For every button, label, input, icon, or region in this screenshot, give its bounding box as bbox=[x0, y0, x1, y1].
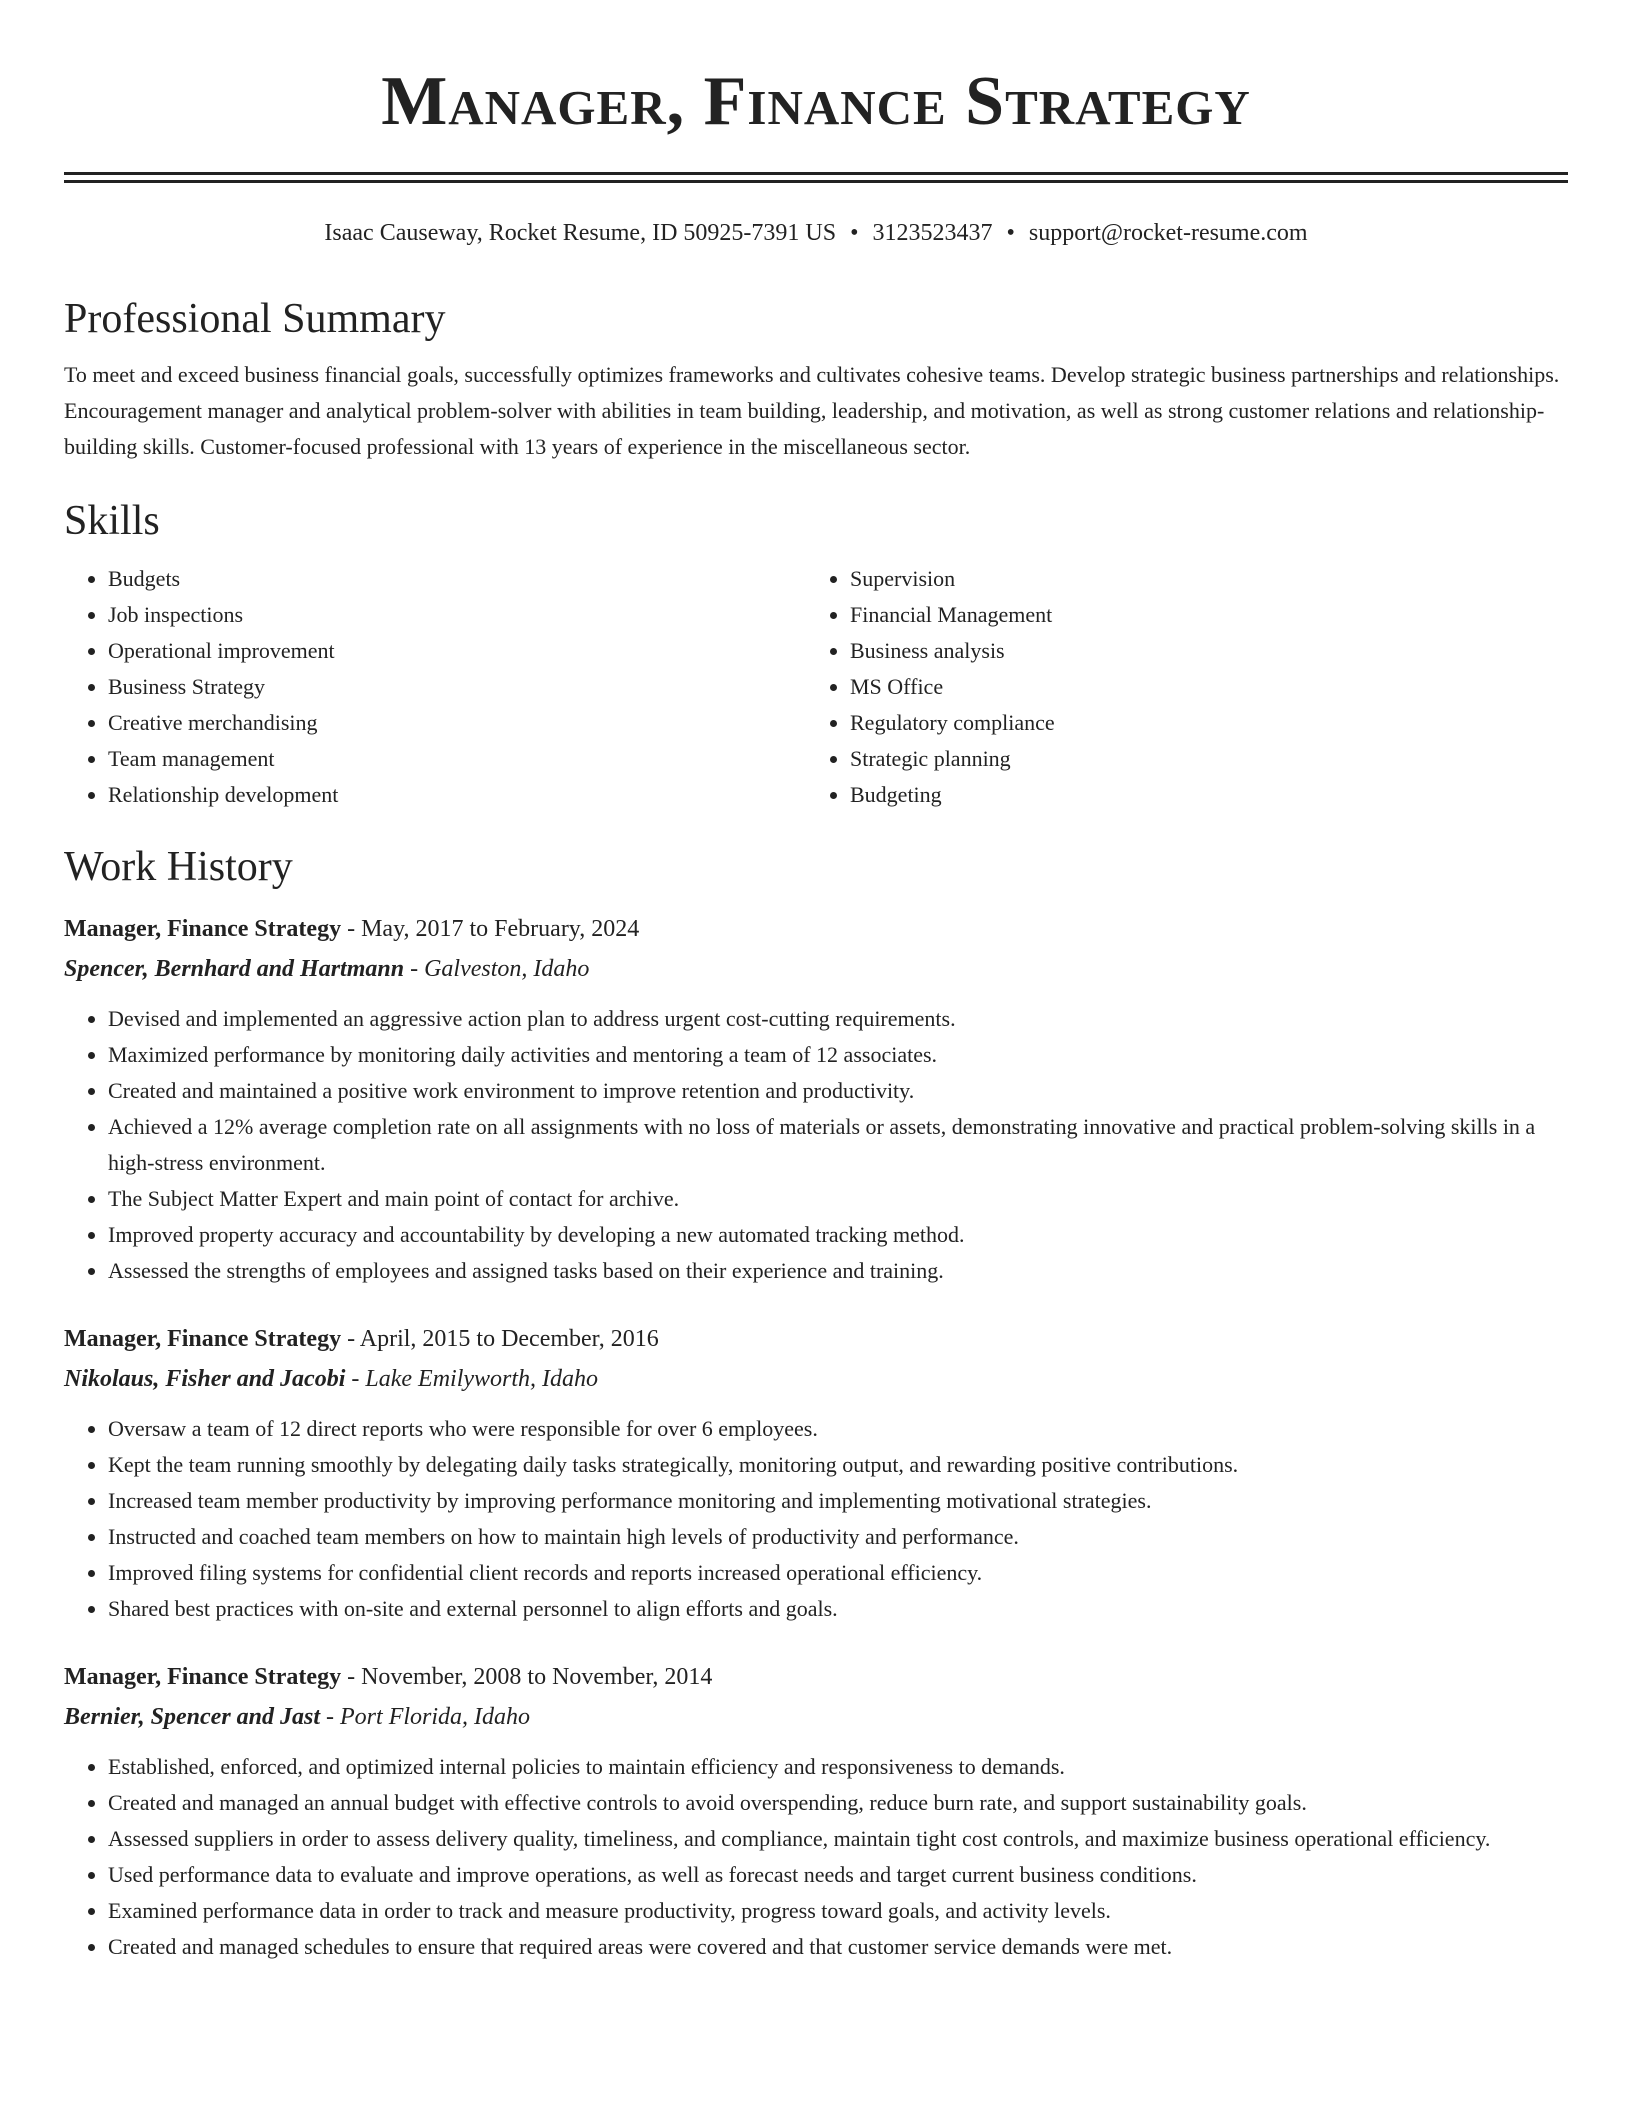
job-company-line bbox=[64, 1359, 1568, 1399]
job-dates: - April, 2015 to December, 2016 bbox=[341, 1326, 659, 1352]
job-bullet: • Instructed and coached team members on how to maintain high levels of productivity and performance. bbox=[108, 1519, 1568, 1555]
job-title-line bbox=[64, 909, 1568, 949]
skills-list-right bbox=[806, 561, 1548, 813]
job-bullet: • Assessed the strengths of employees and assigned tasks based on their experience and training. bbox=[108, 1253, 1568, 1289]
job-bullet: • Oversaw a team of 12 direct reports who were responsible for over 6 employees. bbox=[108, 1411, 1568, 1447]
job-bullets bbox=[64, 1001, 1568, 1289]
skill-item: • Supervision bbox=[850, 561, 1548, 597]
job-location: - Port Florida, Idaho bbox=[320, 1704, 531, 1730]
job-dates: - May, 2017 to February, 2024 bbox=[341, 916, 640, 942]
job-bullet: • Improved filing systems for confidential client records and reports increased operational efficiency. bbox=[108, 1555, 1568, 1591]
skill-item: • Business analysis bbox=[850, 633, 1548, 669]
job-bullet: • Established, enforced, and optimized internal policies to maintain efficiency and responsiveness to demands. bbox=[108, 1749, 1568, 1785]
contact-separator: • bbox=[850, 220, 859, 246]
contact-phone: 3123523437 bbox=[872, 220, 993, 246]
job-location: - Lake Emilyworth, Idaho bbox=[345, 1366, 599, 1392]
job-company: Bernier, Spencer and Jast bbox=[64, 1704, 321, 1730]
skill-item: • Financial Management bbox=[850, 597, 1548, 633]
job-bullet: • Achieved a 12% average completion rate on all assignments with no loss of materials or assets, demonstrating innovative and practical problem-solving skills in a high-stress environment. bbox=[108, 1109, 1568, 1181]
skills-heading: Skills bbox=[64, 498, 160, 544]
job-bullets bbox=[64, 1411, 1568, 1627]
contact-line bbox=[64, 217, 1568, 249]
job-title: Manager, Finance Strategy bbox=[64, 1326, 342, 1352]
contact-separator: • bbox=[1006, 220, 1015, 246]
work-history-heading: Work History bbox=[64, 844, 293, 890]
job-bullet: • Devised and implemented an aggressive action plan to address urgent cost-cutting requirements. bbox=[108, 1001, 1568, 1037]
skill-item: • Creative merchandising bbox=[108, 705, 806, 741]
skill-item: • Regulatory compliance bbox=[850, 705, 1548, 741]
job-dates: - November, 2008 to November, 2014 bbox=[341, 1664, 713, 1690]
skill-item: • Job inspections bbox=[108, 597, 806, 633]
job-bullet: • Increased team member productivity by improving performance monitoring and implementing motivational strategies. bbox=[108, 1483, 1568, 1519]
resume-page bbox=[64, 0, 1568, 1965]
skills-columns bbox=[64, 561, 1568, 813]
job-company: Spencer, Bernhard and Hartmann bbox=[64, 956, 405, 982]
job-bullet: • Examined performance data in order to track and measure productivity, progress toward goals, and activity levels. bbox=[108, 1893, 1568, 1929]
job-bullet: • Assessed suppliers in order to assess delivery quality, timeliness, and compliance, maintain tight cost controls, and maximize business operational efficiency. bbox=[108, 1821, 1568, 1857]
job-bullet: • Shared best practices with on-site and external personnel to align efforts and goals. bbox=[108, 1591, 1568, 1627]
skill-item: • Strategic planning bbox=[850, 741, 1548, 777]
job-bullets bbox=[64, 1749, 1568, 1965]
resume-name-title: Manager, Finance Strategy bbox=[381, 63, 1251, 140]
job-bullet: • Created and managed schedules to ensure that required areas were covered and that customer service demands were met. bbox=[108, 1929, 1568, 1965]
job-location: - Galveston, Idaho bbox=[404, 956, 590, 982]
header-rule-bottom bbox=[64, 180, 1568, 183]
skill-item: • Budgeting bbox=[850, 777, 1548, 813]
job-entry bbox=[64, 1657, 1568, 1965]
job-company-line bbox=[64, 1697, 1568, 1737]
skill-item: • Business Strategy bbox=[108, 669, 806, 705]
job-title-line bbox=[64, 1319, 1568, 1359]
skill-item: • Operational improvement bbox=[108, 633, 806, 669]
header-rule-top bbox=[64, 172, 1568, 175]
job-bullet: • Created and maintained a positive work environment to improve retention and productivity. bbox=[108, 1073, 1568, 1109]
job-bullet: • The Subject Matter Expert and main point of contact for archive. bbox=[108, 1181, 1568, 1217]
job-bullet: • Used performance data to evaluate and improve operations, as well as forecast needs and target current business conditions. bbox=[108, 1857, 1568, 1893]
summary-text: To meet and exceed business financial goals, successfully optimizes frameworks and cultivates cohesive teams. Develop strategic business partnerships and relationships. Encouragement manager and analytical problem-solver with abilities in team building, leadership, and motivation, as well as strong customer relations and relationship-building skills. Customer-focused professional with 13 years of experience in the miscellaneous sector. bbox=[64, 362, 1560, 459]
skill-item: • Budgets bbox=[108, 561, 806, 597]
skills-list-left bbox=[64, 561, 806, 813]
job-title: Manager, Finance Strategy bbox=[64, 1664, 342, 1690]
skill-item: • Relationship development bbox=[108, 777, 806, 813]
job-bullet: • Maximized performance by monitoring daily activities and mentoring a team of 12 associates. bbox=[108, 1037, 1568, 1073]
contact-email: support@rocket-resume.com bbox=[1028, 220, 1308, 246]
job-company: Nikolaus, Fisher and Jacobi bbox=[64, 1366, 346, 1392]
skill-item: • MS Office bbox=[850, 669, 1548, 705]
job-bullet: • Improved property accuracy and accountability by developing a new automated tracking method. bbox=[108, 1217, 1568, 1253]
job-entry bbox=[64, 1319, 1568, 1627]
contact-address: Isaac Causeway, Rocket Resume, ID 50925-7391 US bbox=[324, 220, 837, 246]
skill-item: • Team management bbox=[108, 741, 806, 777]
job-title-line bbox=[64, 1657, 1568, 1697]
job-company-line bbox=[64, 949, 1568, 989]
header-double-rule bbox=[64, 172, 1568, 183]
job-bullet: • Created and managed an annual budget with effective controls to avoid overspending, reduce burn rate, and support sustainability goals. bbox=[108, 1785, 1568, 1821]
job-bullet: • Kept the team running smoothly by delegating daily tasks strategically, monitoring output, and rewarding positive contributions. bbox=[108, 1447, 1568, 1483]
job-entry bbox=[64, 909, 1568, 1289]
job-title: Manager, Finance Strategy bbox=[64, 916, 342, 942]
summary-heading: Professional Summary bbox=[64, 296, 446, 342]
